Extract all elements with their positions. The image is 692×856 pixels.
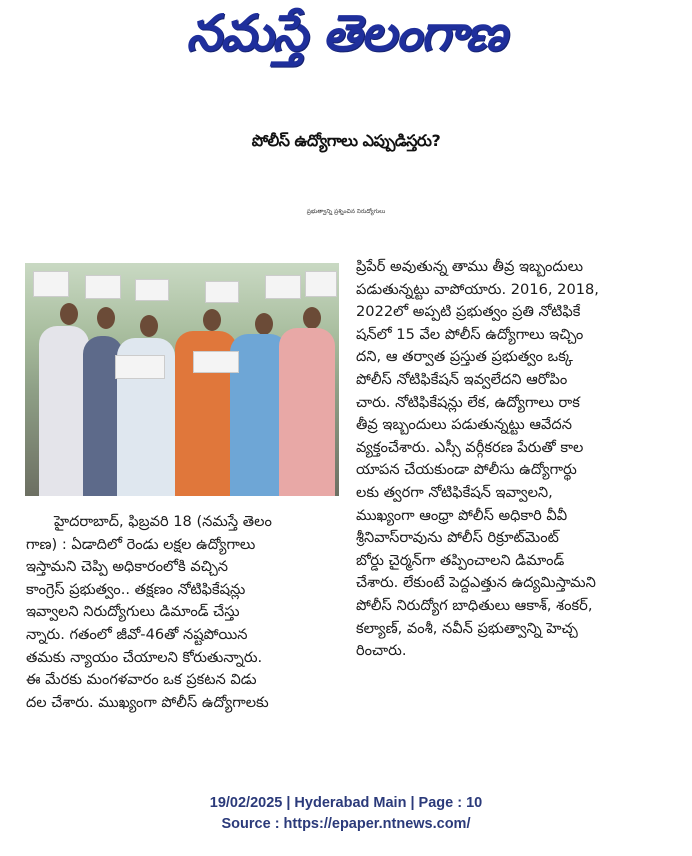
body-line: షన్‌లో 15 వేల పోలీస్ ఉద్యోగాలు ఇచ్చిం <box>356 325 584 343</box>
body-line: చేశారు. లేకుంటే పెద్దఎత్తున ఉద్యమిస్తామని <box>356 574 596 592</box>
placard <box>115 355 165 379</box>
body-line: పోలీస్ నోటిఫికేషన్ ఇవ్వలేదని ఆరోపిం <box>356 370 568 388</box>
person-head <box>303 307 321 329</box>
person-head <box>203 309 221 331</box>
body-line: ఇవ్వాలని నిరుద్యోగులు డిమాండ్ చేస్తు <box>26 603 240 621</box>
body-line: బోర్డు చైర్మన్‌గా తప్పించాలని డిమాండ్ <box>356 551 565 569</box>
placard <box>265 275 301 299</box>
person-head <box>255 313 273 335</box>
placard <box>193 351 239 373</box>
article-photo <box>25 263 339 496</box>
placard <box>33 271 69 297</box>
person <box>39 326 89 496</box>
body-line: కాంగ్రెస్ ప్రభుత్వం.. తక్షణం నోటిఫికేషన్లు <box>26 580 246 598</box>
body-line: గాణ) : ఏడాదిలో రెండు లక్షల ఉద్యోగాలు <box>26 535 256 553</box>
placard <box>305 271 337 297</box>
body-line: ఇస్తామని చెప్పి అధికారంలోకి వచ్చిన <box>26 558 229 576</box>
body-line: యాపన చేయకుండా పోలీసు ఉద్యోగార్థు <box>356 461 577 479</box>
body-line: వ్యక్తంచేశారు. ఎస్సీ వర్గీకరణ పేరుతో కాల <box>356 438 584 456</box>
body-line: పడుతున్నట్టు వాపోయారు. 2016, 2018, <box>356 280 599 298</box>
body-line: ప్రిపేర్ అవుతున్న తాము తీవ్ర ఇబ్బందులు <box>356 258 584 275</box>
body-line: చారు. నోటిఫికేషన్లు లేక, ఉద్యోగాలు రాక <box>356 393 580 411</box>
masthead <box>0 3 692 72</box>
article-headline: పోలీస్ ఉద్యోగాలు ఎప్పుడిస్తరు? <box>251 131 441 150</box>
article-body-left <box>26 511 342 714</box>
body-line: తమకు న్యాయం చేయాలని కోరుతున్నారు. <box>26 648 263 666</box>
body-line: దల చేశారు. ముఖ్యంగా పోలీస్ ఉద్యోగాలకు <box>26 693 269 711</box>
placard <box>85 275 121 299</box>
footer-source-link[interactable]: Source : https://epaper.ntnews.com/ <box>221 816 471 832</box>
person <box>279 328 335 496</box>
body-line: కల్యాణ్, వంశీ, నవీన్ ప్రభుత్వాన్ని హెచ్చ <box>356 619 578 637</box>
person-head <box>60 303 78 325</box>
footer-edition-info: 19/02/2025 | Hyderabad Main | Page : 10 <box>209 795 483 811</box>
body-line: ముఖ్యంగా ఆంధ్రా పోలీస్ అధికారి వీవీ <box>356 506 568 524</box>
body-line: రించారు. <box>356 642 407 660</box>
body-line: హైదరాబాద్, ఫిబ్రవరి 18 (నమస్తే తెలం <box>54 513 272 530</box>
person-head <box>97 307 115 329</box>
article-subheadline: ప్రభుత్వాన్ని ప్రశ్నించిన నిరుద్యోగులు <box>306 209 386 215</box>
body-line: ఈ మేరకు మంగళవారం ఒక ప్రకటన విడు <box>26 671 257 689</box>
placard <box>205 281 239 303</box>
body-line: శ్రీనివాస్‌రావును పోలీస్ రిక్రూట్‌మెంట్ <box>356 529 559 547</box>
body-line: లకు త్వరగా నోటిఫికేషన్ ఇవ్వాలని, <box>356 483 553 501</box>
masthead-title: నమస్తే తెలంగాణ <box>186 3 506 62</box>
article-body-right <box>356 256 670 663</box>
page-footer <box>0 793 692 835</box>
body-line: పోలీస్ నిరుద్యోగ బాధితులు ఆకాశ్, శంకర్, <box>356 596 593 614</box>
body-line: దని, ఆ తర్వాత ప్రస్తుత ప్రభుత్వం ఒక్క <box>356 348 573 366</box>
person-head <box>140 315 158 337</box>
body-line: 2022లో అప్పటి ప్రభుత్వం ప్రతి నోటిఫికే <box>356 303 581 321</box>
body-line: తీవ్ర ఇబ్బందులు పడుతున్నట్టు ఆవేదన <box>356 416 572 434</box>
placard <box>135 279 169 301</box>
body-line: న్నారు. గతంలో జీవో-46తో నష్టపోయిన <box>26 625 248 643</box>
